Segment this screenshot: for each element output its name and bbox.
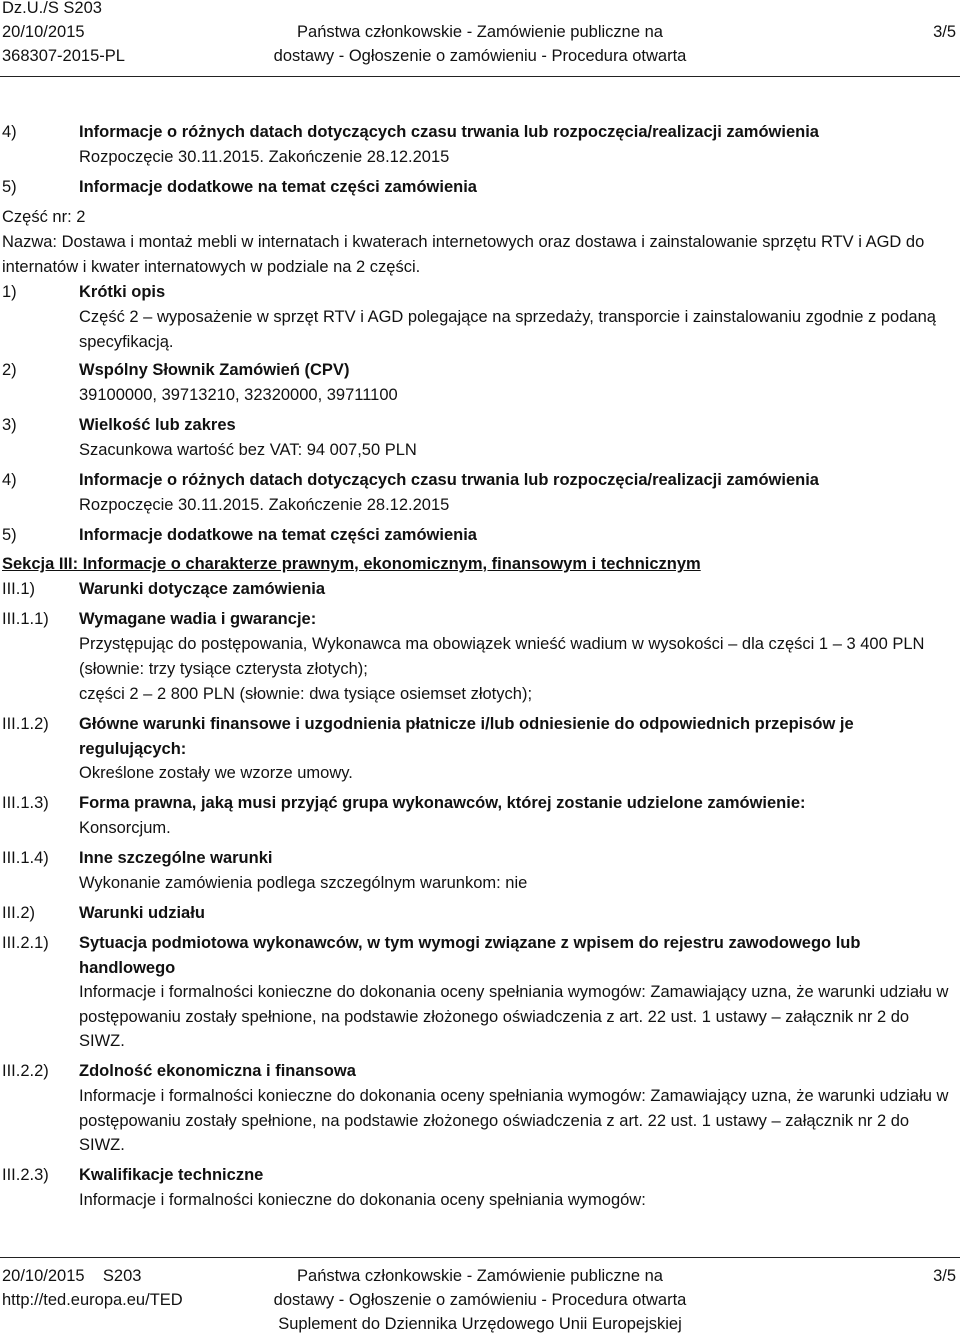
section-label: Wspólny Słownik Zamówień (CPV) [79,361,350,379]
header-page-number: 3/5 [933,23,956,41]
section-number: 4) [2,471,17,489]
section-label: Kwalifikacje techniczne [79,1166,264,1184]
section-label: Warunki dotyczące zamówienia [79,580,326,598]
section-text: Rozpoczęcie 30.11.2015. Zakończenie 28.12.2015 [79,148,450,166]
header-date: 20/10/2015 [2,23,85,41]
section-heading: Sekcja III: Informacje o charakterze prawnym, ekonomicznym, finansowym i technicznym [2,555,701,573]
section-number: III.2.1) [2,934,49,952]
section-text: Wykonanie zamówienia podlega szczególnym warunkom: nie [79,874,528,892]
section-text: Informacje i formalności konieczne do dokonania oceny spełniania wymogów: [79,1191,646,1209]
section-label: Informacje o różnych datach dotyczących czasu trwania lub rozpoczęcia/realizacji zamówienia [79,123,819,141]
section-label: Wymagane wadia i gwarancje: [79,610,317,628]
journal-ref: Dz.U./S S203 [2,0,102,17]
section-number: III.1) [2,580,36,598]
section-label: Informacje dodatkowe na temat części zamówienia [79,178,477,196]
section-label: Główne warunki finansowe i uzgodnienia płatnicze i/lub odniesienie do odpowiednich przepisów je regulujących: [79,715,854,758]
section-number: III.2) [2,904,36,922]
section-number: III.1.2) [2,715,49,733]
footer-title-line2: dostawy - Ogłoszenie o zamówieniu - Procedura otwarta [273,1291,687,1309]
section-number: III.2.3) [2,1166,49,1184]
section-label: Warunki udziału [79,904,205,922]
notice-number: 368307-2015-PL [2,47,125,65]
section-number: 4) [2,123,17,141]
lot-name: Nazwa: Dostawa i montaż mebli w internatach i kwaterach internetowych oraz dostawa i zainstalowanie sprzętu RTV i AGD do internatów i kwater internatowych w podziale na 2 części. [2,233,925,276]
estimated-value: Szacunkowa wartość bez VAT: 94 007,50 PLN [79,441,417,459]
section-text: Część 2 – wyposażenie w sprzęt RTV i AGD polegające na sprzedaży, transporcie i zainstalowaniu zgodnie z podaną specyfikacją. [79,308,936,351]
section-label: Forma prawna, jaką musi przyjąć grupa wykonawców, której zostanie udzielone zamówienie: [79,794,806,812]
section-number: 2) [2,361,17,379]
section-number: III.1.3) [2,794,49,812]
section-number: 5) [2,178,17,196]
section-number: 3) [2,416,17,434]
section-text: Informacje i formalności konieczne do dokonania oceny spełniania wymogów: Zamawiający uzna, że warunki udziału w postępowaniu zostały spełnione, na podstawie złożonego oświadczenia z art. 22 ust. 1 ustawy – załącznik nr 2 do SIWZ. [79,1087,949,1155]
section-text: Rozpoczęcie 30.11.2015. Zakończenie 28.12.2015 [79,496,450,514]
section-text: Konsorcjum. [79,819,171,837]
section-label: Informacje o różnych datach dotyczących czasu trwania lub rozpoczęcia/realizacji zamówienia [79,471,819,489]
section-label: Inne szczególne warunki [79,849,273,867]
section-number: III.1.1) [2,610,49,628]
footer-rule [0,1257,960,1258]
section-label: Sytuacja podmiotowa wykonawców, w tym wymogi związane z wpisem do rejestru zawodowego lub handlowego [79,934,861,977]
footer-date-issue: 20/10/2015 S203 [2,1267,142,1285]
header-rule [0,76,960,77]
section-number: III.1.4) [2,849,49,867]
header-title-line1: Państwa członkowskie - Zamówienie publiczne na [297,23,663,41]
cpv-codes: 39100000, 39713210, 32320000, 39711100 [79,386,398,404]
section-text: Informacje i formalności konieczne do dokonania oceny spełniania wymogów: Zamawiający uzna, że warunki udziału w postępowaniu zostały spełnione, na podstawie złożonego oświadczenia z art. 22 ust. 1 ustawy – załącznik nr 2 do SIWZ. [79,983,949,1051]
footer-supplement: Suplement do Dziennika Urzędowego Unii Europejskiej [278,1315,682,1333]
section-label: Wielkość lub zakres [79,416,236,434]
section-text: Przystępując do postępowania, Wykonawca ma obowiązek wnieść wadium w wysokości – dla części 1 – 3 400 PLN (słownie: trzy tysiące czterysta złotych); [79,635,925,678]
section-label: Zdolność ekonomiczna i finansowa [79,1062,356,1080]
section-number: 5) [2,526,17,544]
header-title-line2: dostawy - Ogłoszenie o zamówieniu - Procedura otwarta [273,47,687,65]
footer-url[interactable]: http://ted.europa.eu/TED [2,1291,183,1309]
section-number: 1) [2,283,17,301]
section-label: Krótki opis [79,283,166,301]
section-text: części 2 – 2 800 PLN (słownie: dwa tysiące osiemset złotych); [79,685,533,703]
section-text: Określone zostały we wzorze umowy. [79,764,353,782]
section-number: III.2.2) [2,1062,49,1080]
section-label: Informacje dodatkowe na temat części zamówienia [79,526,477,544]
footer-title-line1: Państwa członkowskie - Zamówienie publiczne na [297,1267,663,1285]
lot-number: Część nr: 2 [2,208,86,226]
footer-page-number: 3/5 [933,1267,956,1285]
